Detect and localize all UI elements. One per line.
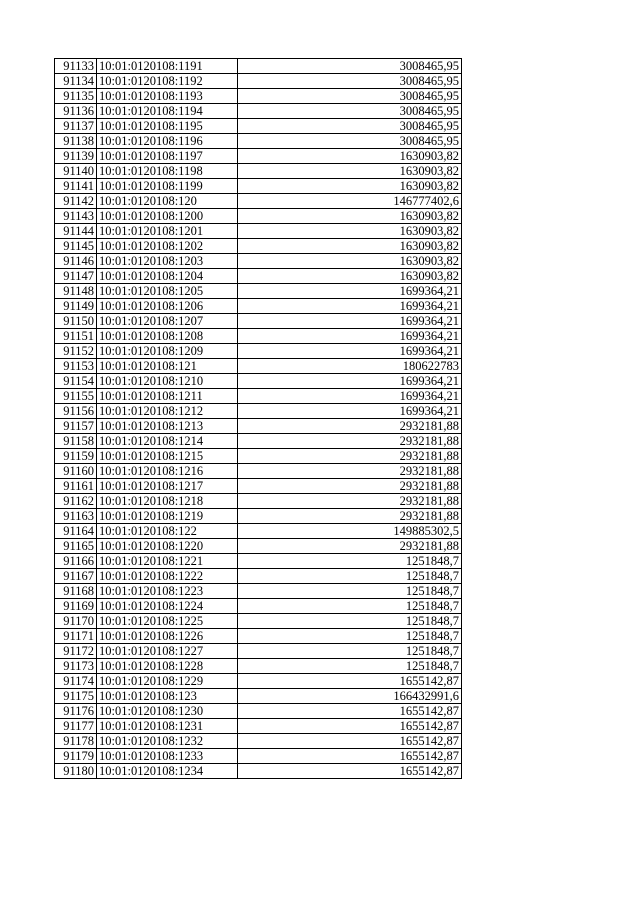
cadastral-value-cell: 1251848,7 — [238, 554, 462, 569]
cadastral-number-cell: 10:01:0120108:1203 — [97, 254, 238, 269]
cadastral-number-cell: 10:01:0120108:1224 — [97, 599, 238, 614]
cadastral-value-cell: 1699364,21 — [238, 344, 462, 359]
row-number-cell: 91144 — [55, 224, 97, 239]
table-row — [55, 164, 462, 179]
table-row — [55, 704, 462, 719]
table-row — [55, 269, 462, 284]
table-row — [55, 344, 462, 359]
row-number-cell: 91141 — [55, 179, 97, 194]
table-row — [55, 734, 462, 749]
table-row — [55, 284, 462, 299]
row-number-cell: 91159 — [55, 449, 97, 464]
cadastral-number-cell: 10:01:0120108:1207 — [97, 314, 238, 329]
table-row — [55, 749, 462, 764]
table-row — [55, 74, 462, 89]
row-number-cell: 91165 — [55, 539, 97, 554]
row-number-cell: 91145 — [55, 239, 97, 254]
cadastral-number-cell: 10:01:0120108:1232 — [97, 734, 238, 749]
row-number-cell: 91136 — [55, 104, 97, 119]
row-number-cell: 91178 — [55, 734, 97, 749]
cadastral-value-cell: 2932181,88 — [238, 434, 462, 449]
cadastral-number-cell: 10:01:0120108:1216 — [97, 464, 238, 479]
cadastral-value-cell: 1630903,82 — [238, 209, 462, 224]
row-number-cell: 91154 — [55, 374, 97, 389]
table-row — [55, 179, 462, 194]
row-number-cell: 91151 — [55, 329, 97, 344]
cadastral-number-cell: 10:01:0120108:1199 — [97, 179, 238, 194]
table-row — [55, 404, 462, 419]
table-row — [55, 59, 462, 74]
cadastral-value-cell: 1655142,87 — [238, 749, 462, 764]
cadastral-number-cell: 10:01:0120108:1228 — [97, 659, 238, 674]
cadastral-number-cell: 10:01:0120108:1225 — [97, 614, 238, 629]
row-number-cell: 91148 — [55, 284, 97, 299]
table-row — [55, 119, 462, 134]
cadastral-number-cell: 10:01:0120108:1208 — [97, 329, 238, 344]
cadastral-number-cell: 10:01:0120108:1209 — [97, 344, 238, 359]
table-row — [55, 719, 462, 734]
table-row — [55, 479, 462, 494]
cadastral-value-cell: 2932181,88 — [238, 509, 462, 524]
cadastral-number-cell: 10:01:0120108:1206 — [97, 299, 238, 314]
table-row — [55, 254, 462, 269]
cadastral-value-cell: 1630903,82 — [238, 254, 462, 269]
table-row — [55, 509, 462, 524]
cadastral-value-cell: 1251848,7 — [238, 659, 462, 674]
cadastral-value-cell: 3008465,95 — [238, 104, 462, 119]
cadastral-value-cell: 166432991,6 — [238, 689, 462, 704]
row-number-cell: 91133 — [55, 59, 97, 74]
cadastral-value-cell: 1699364,21 — [238, 314, 462, 329]
cadastral-number-cell: 10:01:0120108:1196 — [97, 134, 238, 149]
cadastral-value-cell: 1655142,87 — [238, 719, 462, 734]
row-number-cell: 91170 — [55, 614, 97, 629]
cadastral-value-cell: 1251848,7 — [238, 584, 462, 599]
row-number-cell: 91161 — [55, 479, 97, 494]
cadastral-value-cell: 149885302,5 — [238, 524, 462, 539]
cadastral-number-cell: 10:01:0120108:1212 — [97, 404, 238, 419]
cadastral-number-cell: 10:01:0120108:1214 — [97, 434, 238, 449]
row-number-cell: 91153 — [55, 359, 97, 374]
cadastral-value-cell: 2932181,88 — [238, 539, 462, 554]
cadastral-number-cell: 10:01:0120108:1226 — [97, 629, 238, 644]
row-number-cell: 91163 — [55, 509, 97, 524]
cadastral-number-cell: 10:01:0120108:1222 — [97, 569, 238, 584]
cadastral-number-cell: 10:01:0120108:1227 — [97, 644, 238, 659]
table-row — [55, 464, 462, 479]
cadastral-value-cell: 1630903,82 — [238, 269, 462, 284]
cadastral-value-cell: 1699364,21 — [238, 329, 462, 344]
cadastral-value-cell: 1630903,82 — [238, 149, 462, 164]
table-row — [55, 629, 462, 644]
row-number-cell: 91164 — [55, 524, 97, 539]
table-row — [55, 239, 462, 254]
row-number-cell: 91149 — [55, 299, 97, 314]
table-row — [55, 539, 462, 554]
row-number-cell: 91138 — [55, 134, 97, 149]
cadastral-value-cell: 1630903,82 — [238, 239, 462, 254]
row-number-cell: 91175 — [55, 689, 97, 704]
row-number-cell: 91167 — [55, 569, 97, 584]
cadastral-value-cell: 1251848,7 — [238, 599, 462, 614]
table-row — [55, 209, 462, 224]
table-row — [55, 359, 462, 374]
row-number-cell: 91135 — [55, 89, 97, 104]
table-row — [55, 584, 462, 599]
table-row — [55, 104, 462, 119]
row-number-cell: 91150 — [55, 314, 97, 329]
table-row — [55, 134, 462, 149]
cadastral-number-cell: 10:01:0120108:123 — [97, 689, 238, 704]
row-number-cell: 91171 — [55, 629, 97, 644]
table-row — [55, 314, 462, 329]
row-number-cell: 91180 — [55, 764, 97, 779]
row-number-cell: 91158 — [55, 434, 97, 449]
row-number-cell: 91156 — [55, 404, 97, 419]
table-row — [55, 614, 462, 629]
row-number-cell: 91169 — [55, 599, 97, 614]
table-row — [55, 569, 462, 584]
cadastral-number-cell: 10:01:0120108:1218 — [97, 494, 238, 509]
cadastral-number-cell: 10:01:0120108:1221 — [97, 554, 238, 569]
cadastral-value-cell: 1251848,7 — [238, 614, 462, 629]
cadastral-value-table — [54, 58, 462, 779]
cadastral-number-cell: 10:01:0120108:1201 — [97, 224, 238, 239]
table-row — [55, 89, 462, 104]
cadastral-number-cell: 10:01:0120108:1234 — [97, 764, 238, 779]
cadastral-number-cell: 10:01:0120108:1219 — [97, 509, 238, 524]
cadastral-number-cell: 10:01:0120108:1215 — [97, 449, 238, 464]
table-row — [55, 434, 462, 449]
cadastral-number-cell: 10:01:0120108:1217 — [97, 479, 238, 494]
cadastral-number-cell: 10:01:0120108:1198 — [97, 164, 238, 179]
cadastral-number-cell: 10:01:0120108:1194 — [97, 104, 238, 119]
row-number-cell: 91147 — [55, 269, 97, 284]
cadastral-value-cell: 3008465,95 — [238, 89, 462, 104]
cadastral-number-cell: 10:01:0120108:1193 — [97, 89, 238, 104]
table-row — [55, 149, 462, 164]
row-number-cell: 91142 — [55, 194, 97, 209]
row-number-cell: 91157 — [55, 419, 97, 434]
table-row — [55, 389, 462, 404]
cadastral-value-cell: 3008465,95 — [238, 134, 462, 149]
cadastral-number-cell: 10:01:0120108:1223 — [97, 584, 238, 599]
cadastral-number-cell: 10:01:0120108:1202 — [97, 239, 238, 254]
row-number-cell: 91179 — [55, 749, 97, 764]
row-number-cell: 91162 — [55, 494, 97, 509]
row-number-cell: 91139 — [55, 149, 97, 164]
cadastral-number-cell: 10:01:0120108:122 — [97, 524, 238, 539]
table-row — [55, 374, 462, 389]
cadastral-value-cell: 2932181,88 — [238, 464, 462, 479]
table-body — [55, 59, 462, 779]
cadastral-value-cell: 3008465,95 — [238, 74, 462, 89]
cadastral-value-cell: 1251848,7 — [238, 569, 462, 584]
row-number-cell: 91177 — [55, 719, 97, 734]
cadastral-number-cell: 10:01:0120108:1205 — [97, 284, 238, 299]
table-row — [55, 299, 462, 314]
row-number-cell: 91146 — [55, 254, 97, 269]
cadastral-number-cell: 10:01:0120108:1233 — [97, 749, 238, 764]
row-number-cell: 91134 — [55, 74, 97, 89]
row-number-cell: 91168 — [55, 584, 97, 599]
cadastral-value-cell: 146777402,6 — [238, 194, 462, 209]
table-row — [55, 224, 462, 239]
cadastral-number-cell: 10:01:0120108:121 — [97, 359, 238, 374]
cadastral-number-cell: 10:01:0120108:1220 — [97, 539, 238, 554]
table-row — [55, 554, 462, 569]
cadastral-number-cell: 10:01:0120108:1195 — [97, 119, 238, 134]
row-number-cell: 91166 — [55, 554, 97, 569]
row-number-cell: 91176 — [55, 704, 97, 719]
cadastral-value-cell: 1699364,21 — [238, 374, 462, 389]
table-row — [55, 764, 462, 779]
cadastral-number-cell: 10:01:0120108:1230 — [97, 704, 238, 719]
row-number-cell: 91143 — [55, 209, 97, 224]
cadastral-number-cell: 10:01:0120108:1211 — [97, 389, 238, 404]
table-row — [55, 644, 462, 659]
cadastral-value-cell: 1655142,87 — [238, 704, 462, 719]
row-number-cell: 91173 — [55, 659, 97, 674]
cadastral-value-cell: 1630903,82 — [238, 164, 462, 179]
cadastral-value-cell: 1655142,87 — [238, 674, 462, 689]
cadastral-number-cell: 10:01:0120108:1200 — [97, 209, 238, 224]
cadastral-number-cell: 10:01:0120108:1197 — [97, 149, 238, 164]
cadastral-value-cell: 1251848,7 — [238, 644, 462, 659]
cadastral-value-cell: 3008465,95 — [238, 119, 462, 134]
cadastral-value-cell: 1699364,21 — [238, 299, 462, 314]
table-row — [55, 494, 462, 509]
cadastral-value-cell: 1630903,82 — [238, 224, 462, 239]
row-number-cell: 91160 — [55, 464, 97, 479]
cadastral-value-cell: 1699364,21 — [238, 389, 462, 404]
cadastral-value-cell: 1251848,7 — [238, 629, 462, 644]
cadastral-value-cell: 1699364,21 — [238, 404, 462, 419]
cadastral-value-cell: 180622783 — [238, 359, 462, 374]
cadastral-value-cell: 2932181,88 — [238, 419, 462, 434]
cadastral-value-cell: 1655142,87 — [238, 734, 462, 749]
cadastral-value-cell: 1630903,82 — [238, 179, 462, 194]
cadastral-number-cell: 10:01:0120108:1231 — [97, 719, 238, 734]
cadastral-number-cell: 10:01:0120108:1192 — [97, 74, 238, 89]
table-row — [55, 674, 462, 689]
row-number-cell: 91152 — [55, 344, 97, 359]
row-number-cell: 91140 — [55, 164, 97, 179]
row-number-cell: 91155 — [55, 389, 97, 404]
table-row — [55, 524, 462, 539]
table-row — [55, 194, 462, 209]
cadastral-number-cell: 10:01:0120108:1191 — [97, 59, 238, 74]
cadastral-number-cell: 10:01:0120108:1210 — [97, 374, 238, 389]
row-number-cell: 91174 — [55, 674, 97, 689]
table-row — [55, 659, 462, 674]
cadastral-value-cell: 2932181,88 — [238, 494, 462, 509]
table-row — [55, 329, 462, 344]
row-number-cell: 91172 — [55, 644, 97, 659]
table-row — [55, 419, 462, 434]
cadastral-value-cell: 1655142,87 — [238, 764, 462, 779]
cadastral-number-cell: 10:01:0120108:1204 — [97, 269, 238, 284]
table-row — [55, 449, 462, 464]
cadastral-number-cell: 10:01:0120108:1229 — [97, 674, 238, 689]
cadastral-value-cell: 2932181,88 — [238, 479, 462, 494]
table-row — [55, 689, 462, 704]
cadastral-number-cell: 10:01:0120108:120 — [97, 194, 238, 209]
cadastral-value-cell: 3008465,95 — [238, 59, 462, 74]
row-number-cell: 91137 — [55, 119, 97, 134]
cadastral-value-cell: 2932181,88 — [238, 449, 462, 464]
cadastral-value-cell: 1699364,21 — [238, 284, 462, 299]
cadastral-number-cell: 10:01:0120108:1213 — [97, 419, 238, 434]
table-row — [55, 599, 462, 614]
